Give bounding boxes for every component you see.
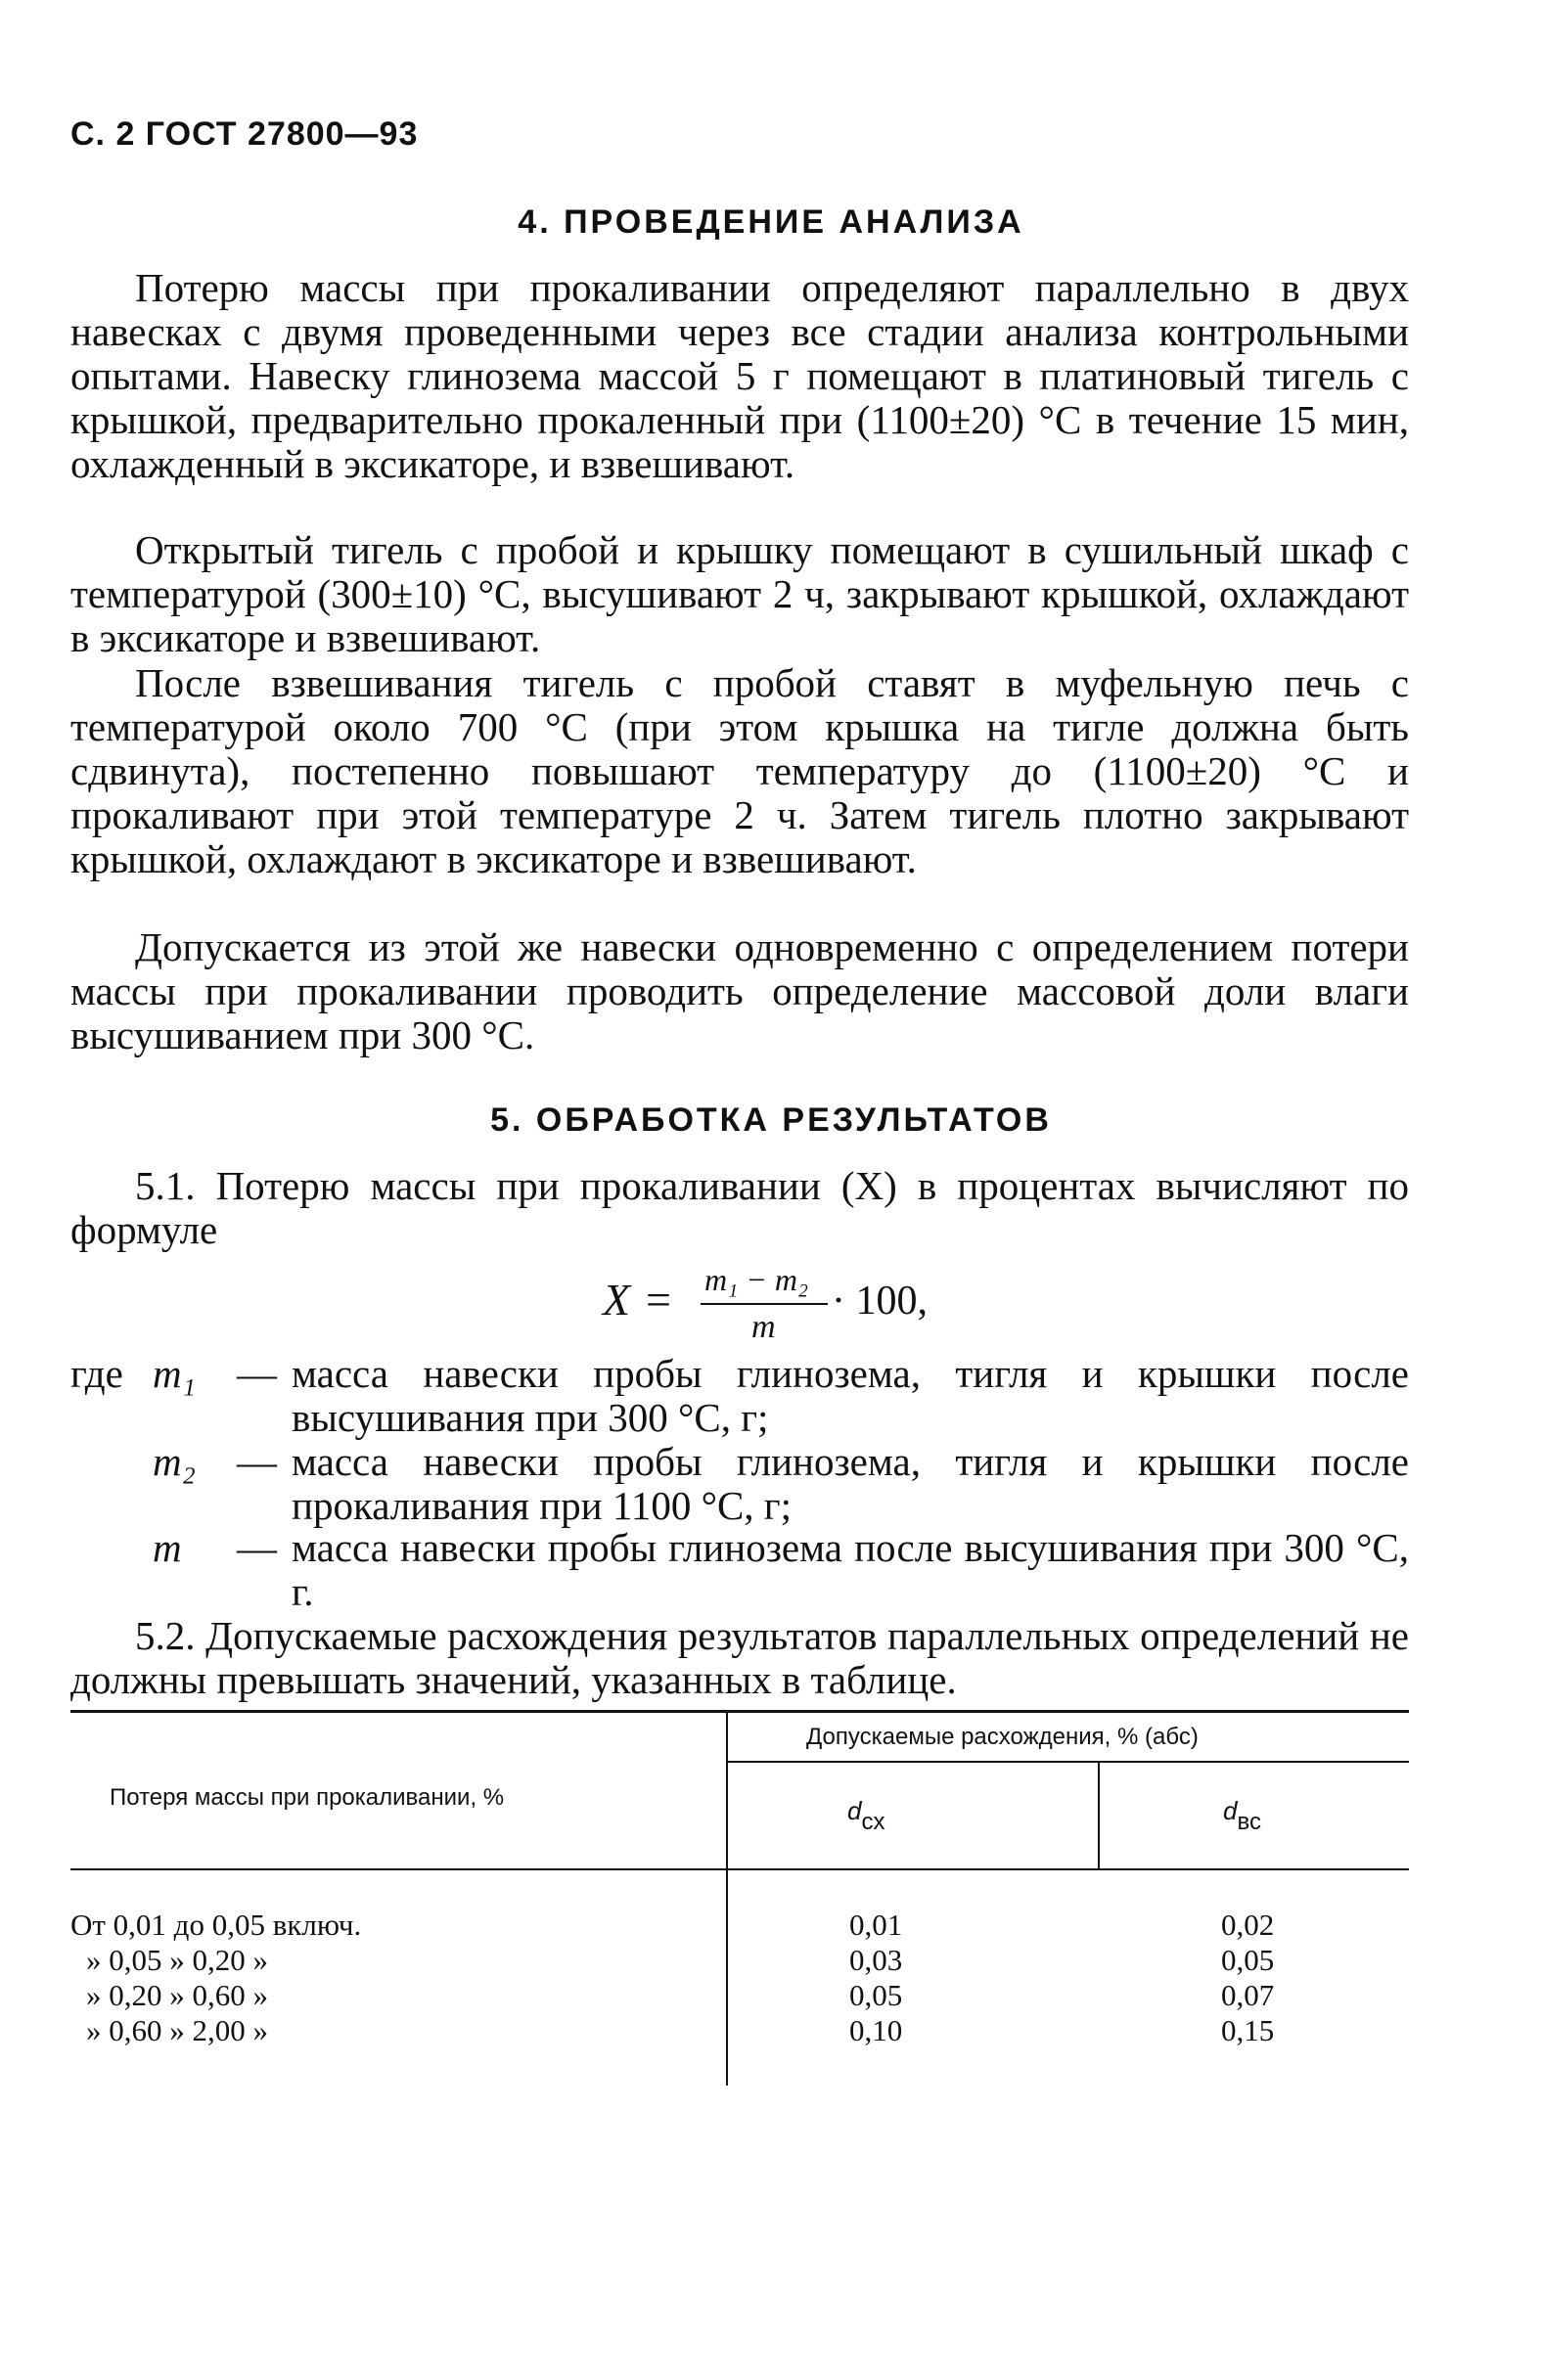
definition-text: масса навески пробы глинозема, тигля и крышки после прокаливания при 1100 °С, г; xyxy=(292,1439,1409,1528)
table-top-rule xyxy=(70,1710,1409,1713)
table-cell-dcx: 0,03 xyxy=(849,1943,903,1977)
formula-numerator: m₁ − m₂ xyxy=(704,1262,809,1297)
table-cell-dvs: 0,05 xyxy=(1221,1943,1275,1977)
section-4-paragraph-1: Потерю массы при прокаливании определяют параллельно в двух навесках с двумя проведенными через все стадии анализа контрольными опытами. Навеску глинозема массой 5 г помещают в платиновый тигель с крышкой, предварительно прокаленный при (1100±20) °С в течение 15 мин, охлажденный в эксикаторе, и взвешивают. xyxy=(70,265,1409,486)
section-4-paragraph-3: После взвешивания тигель с пробой ставят в муфельную печь с температурой около 700 °С (при этом крышка на тигле должна быть сдвинута), постепенно повышают температуру до (1100±20) °С и прокаливают при этой температуре 2 ч. Затем тигель плотно закрывают крышкой, охлаждают в эксикаторе и взвешивают. xyxy=(70,660,1409,881)
definition-prefix: где xyxy=(70,1351,123,1396)
definition-dash: — xyxy=(237,1525,277,1570)
table-vertical-rule-2 xyxy=(1098,1763,1100,1868)
table-header-dcx: dсх xyxy=(847,1796,885,1835)
definition-symbol: m₂ xyxy=(153,1439,196,1484)
formula-fraction-bar xyxy=(701,1303,828,1305)
table-header-rule xyxy=(70,1868,1409,1870)
definition-dash: — xyxy=(237,1351,277,1396)
table-cell-dvs: 0,07 xyxy=(1221,1978,1275,2012)
definition-symbol: m xyxy=(153,1525,182,1570)
table-cell-dcx: 0,05 xyxy=(849,1978,903,2012)
definition-symbol: m₁ xyxy=(153,1351,196,1396)
definition-text: масса навески пробы глинозема после высушивания при 300 °С, г. xyxy=(292,1525,1409,1614)
formula-denominator: m xyxy=(751,1309,776,1345)
table-cell-range: От 0,01 до 0,05 включ. xyxy=(70,1908,362,1942)
formula-lhs: X xyxy=(603,1275,631,1325)
table-cell-dvs: 0,02 xyxy=(1221,1908,1275,1942)
table-cell-dcx: 0,01 xyxy=(849,1908,903,1942)
table-cell-dcx: 0,10 xyxy=(849,2013,903,2047)
table-cell-range: » 0,60 » 2,00 » xyxy=(86,2013,268,2047)
definition-m1 xyxy=(70,1352,1409,1440)
definition-dash: — xyxy=(237,1439,277,1484)
section-4-title: 4. ПРОВЕДЕНИЕ АНАЛИЗА xyxy=(518,203,1024,241)
formula-rhs: · 100, xyxy=(832,1279,928,1324)
formula xyxy=(595,1262,1006,1360)
table-header-loss: Потеря массы при прокаливании, % xyxy=(110,1784,505,1811)
table-cell-range: » 0,20 » 0,60 » xyxy=(86,1978,268,2012)
section-5-title: 5. ОБРАБОТКА РЕЗУЛЬТАТОВ xyxy=(490,1101,1052,1139)
table-cell-dvs: 0,15 xyxy=(1221,2013,1275,2047)
page-header: С. 2 ГОСТ 27800—93 xyxy=(70,115,419,153)
paragraph-5-1: 5.1. Потерю массы при прокаливании (X) в процентах вычисляют по формуле xyxy=(70,1163,1409,1252)
formula-equals: = xyxy=(646,1275,671,1325)
table-header-group: Допускаемые расхождения, % (абс) xyxy=(806,1724,1199,1750)
paragraph-5-2: 5.2. Допускаемые расхождения результатов параллельных определений не должны превышать значений, указанных в таблице. xyxy=(70,1613,1409,1702)
table-vertical-rule-1 xyxy=(726,1712,728,2086)
definition-m2 xyxy=(70,1440,1409,1528)
table-group-rule xyxy=(726,1761,1409,1763)
section-4-paragraph-4: Допускается из этой же навески одновременно с определением потери массы при прокаливании проводить определение массовой доли влаги высушиванием при 300 °С. xyxy=(70,924,1409,1057)
definition-m xyxy=(70,1526,1409,1614)
section-4-paragraph-2: Открытый тигель с пробой и крышку помещают в сушильный шкаф с температурой (300±10) °С, высушивают 2 ч, закрывают крышкой, охлаждают в эксикаторе и взвешивают. xyxy=(70,527,1409,660)
table-header-dvs: dвс xyxy=(1223,1796,1261,1835)
definition-text: масса навески пробы глинозема, тигля и крышки после высушивания при 300 °С, г; xyxy=(292,1351,1409,1440)
table-cell-range: » 0,05 » 0,20 » xyxy=(86,1943,268,1977)
